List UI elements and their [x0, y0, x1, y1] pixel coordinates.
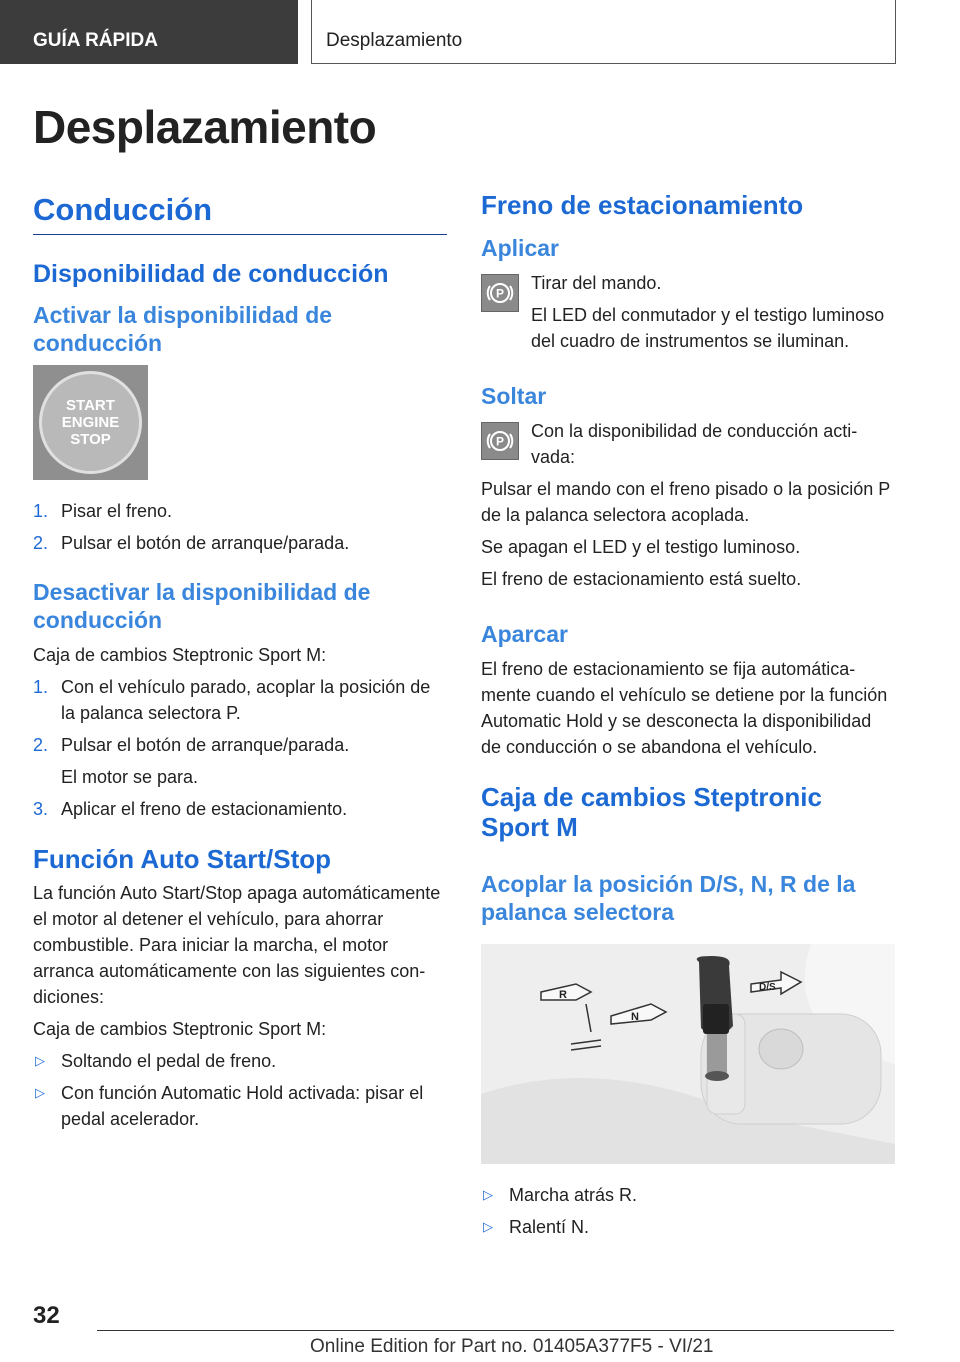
- triangle-bullet-icon: ▷: [35, 1053, 45, 1068]
- list-item: [33, 796, 447, 822]
- heading-caja: Caja de cambios Steptronic Sport M: [481, 782, 822, 842]
- bullet-text: Marcha atrás R.: [509, 1185, 638, 1205]
- soltar-p2: Pulsar el mando con el freno pisado o la posición P de la palanca selectora acoplada.: [481, 479, 890, 525]
- bullet-text: Ralentí N.: [509, 1217, 590, 1237]
- heading-conduccion: Conducción: [33, 190, 447, 235]
- svg-text:P: P: [495, 434, 505, 449]
- footer-rule: [97, 1330, 894, 1331]
- svg-text:P: P: [495, 286, 505, 301]
- step-text: Con el vehículo parado, acoplar la posición de la palanca selectora P.: [61, 677, 431, 723]
- aplicar-p2-start: [481, 302, 895, 354]
- heading-freno: Freno de estacionamiento: [481, 190, 804, 220]
- gear-label-n: N: [631, 1011, 639, 1023]
- heading-aparcar: Aparcar: [481, 621, 568, 647]
- list-item: [481, 1182, 895, 1208]
- step-text: Pisar el freno.: [61, 501, 173, 521]
- start-label-line1: START: [66, 397, 115, 414]
- parking-brake-icon: [481, 274, 519, 312]
- heading-acoplar: Acoplar la posición D/S, N, R de la palanca selectora: [481, 871, 856, 925]
- step-number: 2.: [33, 533, 49, 553]
- gear-bullets: [481, 1182, 895, 1240]
- header-topic-label: Desplazamiento: [326, 30, 463, 51]
- header-section: [0, 0, 298, 64]
- start-button-label: [33, 397, 148, 448]
- heading-desactivar: Desactivar la disponibilidad de conducción: [33, 579, 371, 633]
- step-number: 2.: [33, 735, 49, 755]
- bullet-text: Con función Automatic Hold activada: pisar el pedal acelerador.: [61, 1083, 424, 1129]
- heading-disponibilidad: Disponibilidad de conducción: [33, 260, 389, 288]
- right-column: [481, 190, 895, 1246]
- step-text: Pulsar el botón de arranque/parada.: [61, 735, 350, 755]
- autostart-bullets: [33, 1048, 447, 1132]
- soltar-p1: Con la disponibilidad de conducción activada:: [531, 421, 858, 467]
- desactivar-steps: [33, 674, 447, 822]
- start-label-line3: STOP: [70, 431, 111, 448]
- list-item: [481, 1214, 895, 1240]
- autostart-text: La función Auto Start/Stop apaga automáticamente el motor al detener el vehículo, para ahorrar combustible. Para iniciar la marcha, el motor arranca automáticamente con las siguientes condiciones:: [33, 883, 441, 1007]
- header-section-label: GUÍA RÁPIDA: [33, 30, 158, 51]
- footer-edition: Online Edition for Part no. 01405A377F5 - VI/21: [310, 1336, 714, 1357]
- step-number: 1.: [33, 501, 49, 521]
- soltar-p4: El freno de estacionamiento está suelto.: [481, 569, 802, 589]
- soltar-p3: Se apagan el LED y el testigo luminoso.: [481, 537, 801, 557]
- aplicar-p2: El LED del conmutador y el testigo luminoso del cuadro de instrumentos se iluminan.: [531, 305, 885, 351]
- gear-selector-image: [481, 944, 895, 1164]
- start-engine-button-image: [33, 365, 148, 480]
- triangle-bullet-icon: ▷: [483, 1187, 493, 1202]
- list-item: [33, 498, 447, 524]
- step-number: 1.: [33, 677, 49, 697]
- step-number: 3.: [33, 799, 49, 819]
- start-label-line2: ENGINE: [61, 414, 120, 431]
- parking-brake-icon: [481, 422, 519, 460]
- heading-activar: Activar la disponibilidad de conducción: [33, 302, 333, 356]
- bullet-text: Soltando el pedal de freno.: [61, 1051, 277, 1071]
- header-topic: [311, 0, 896, 64]
- triangle-bullet-icon: ▷: [483, 1219, 493, 1234]
- desactivar-intro: Caja de cambios Steptronic Sport M:: [33, 645, 327, 665]
- page-title: Desplazamiento: [33, 101, 377, 153]
- heading-autostart: Función Auto Start/Stop: [33, 844, 331, 874]
- step-text: Aplicar el freno de estacionamiento.: [61, 799, 348, 819]
- aparcar-text: El freno de estacionamiento se fija automáticamente cuando el vehículo se detiene por la función Automatic Hold y se desconecta la disponibilidad de conducción o se abandona el vehículo.: [481, 659, 888, 757]
- step-text: Pulsar el botón de arranque/parada.: [61, 533, 350, 553]
- autostart-intro: Caja de cambios Steptronic Sport M:: [33, 1019, 327, 1039]
- aplicar-p1: Tirar del mando.: [531, 273, 662, 293]
- list-item: [33, 674, 447, 726]
- step-note: El motor se para.: [61, 767, 199, 787]
- page-number: 32: [33, 1302, 60, 1329]
- left-column: [33, 190, 447, 1138]
- triangle-bullet-icon: ▷: [35, 1085, 45, 1100]
- heading-soltar: Soltar: [481, 383, 547, 409]
- activar-steps: [33, 498, 447, 556]
- soltar-block: [481, 418, 895, 470]
- list-item: [33, 530, 447, 556]
- aplicar-block: [481, 270, 895, 354]
- list-item: [33, 732, 447, 758]
- list-item: [33, 1080, 447, 1132]
- gear-label-r: R: [559, 989, 567, 1001]
- list-item: [33, 1048, 447, 1074]
- gear-label-ds: D/S: [759, 982, 776, 993]
- heading-aplicar: Aplicar: [481, 235, 559, 261]
